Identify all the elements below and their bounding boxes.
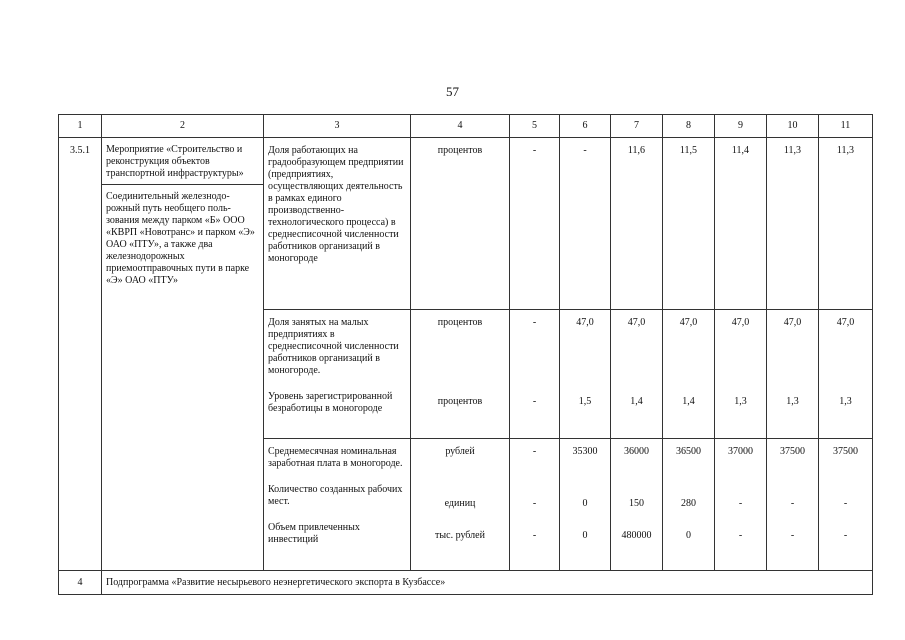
indicator-unit: процентов bbox=[411, 138, 510, 310]
value-cell: 11,5 bbox=[663, 138, 715, 310]
value-cell: 11,4 bbox=[715, 138, 767, 310]
row-id: 3.5.1 bbox=[59, 138, 102, 571]
event-cell bbox=[102, 138, 264, 571]
value-cell: 35300 0 0 bbox=[560, 439, 611, 571]
subprogram-row bbox=[59, 571, 873, 595]
header-row bbox=[59, 115, 873, 138]
value-cell: - bbox=[510, 138, 560, 310]
value-cell: 47,0 1,3 bbox=[715, 310, 767, 439]
value-cell: 47,0 1,5 bbox=[560, 310, 611, 439]
value-cell: 37500 - - bbox=[819, 439, 873, 571]
col-header: 10 bbox=[767, 115, 819, 138]
row-id: 4 bbox=[59, 571, 102, 595]
col-header: 5 bbox=[510, 115, 560, 138]
value-cell: - - - bbox=[510, 439, 560, 571]
event-name: Мероприятие «Строительство и реконструкция объектов транспортной инфраструктуры» bbox=[102, 138, 263, 185]
indicator-unit: рублей единиц тыс. рублей bbox=[411, 439, 510, 571]
value-cell: 11,6 bbox=[611, 138, 663, 310]
indicator-name-investments: Объем привлеченных инвестиций bbox=[268, 522, 360, 545]
table-row bbox=[59, 138, 873, 310]
value-cell: 36500 280 0 bbox=[663, 439, 715, 571]
col-header: 1 bbox=[59, 115, 102, 138]
indicator-name-jobs: Количество созданных рабочих мест. bbox=[268, 484, 403, 507]
value-cell: 37000 - - bbox=[715, 439, 767, 571]
col-header: 7 bbox=[611, 115, 663, 138]
value-cell: 47,0 1,4 bbox=[611, 310, 663, 439]
col-header: 2 bbox=[102, 115, 264, 138]
col-header: 8 bbox=[663, 115, 715, 138]
value-cell: 11,3 bbox=[767, 138, 819, 310]
value-cell: 47,0 1,3 bbox=[767, 310, 819, 439]
program-table bbox=[58, 114, 873, 595]
project-name: Соединительный железнодо-рожный путь необщего поль-зования между парком «Б» ООО «КВРП «Новотранс» и парком «Э» ОАО «ПТУ», а также два железнодорожных приемоотправочных пути в парке «Э» ОАО «ПТУ» bbox=[106, 191, 255, 286]
value-cell: 47,0 1,4 bbox=[663, 310, 715, 439]
col-header: 9 bbox=[715, 115, 767, 138]
value-cell: 47,0 1,3 bbox=[819, 310, 873, 439]
subprogram-title: Подпрограмма «Развитие несырьевого неэнергетического экспорта в Кузбассе» bbox=[102, 571, 873, 595]
indicator-name bbox=[264, 310, 411, 439]
col-header: 3 bbox=[264, 115, 411, 138]
value-cell: 37500 - - bbox=[767, 439, 819, 571]
page-number: 57 bbox=[446, 84, 459, 99]
indicator-name-unemployment: Уровень зарегистрированной безработицы в моногороде bbox=[268, 391, 393, 414]
indicator-unit: процентов процентов bbox=[411, 310, 510, 439]
value-cell: - bbox=[560, 138, 611, 310]
value-cell: - - bbox=[510, 310, 560, 439]
value-cell: 11,3 bbox=[819, 138, 873, 310]
value-cell: 36000 150 480000 bbox=[611, 439, 663, 571]
col-header: 4 bbox=[411, 115, 510, 138]
indicator-name bbox=[264, 439, 411, 571]
col-header: 6 bbox=[560, 115, 611, 138]
indicator-name: Доля работающих на градообразующем предприятии (предприятиях, осуществляющих деятельность в рамках единого производственно-технологического процесса) в среднесписочной численности работников организаций в моногороде bbox=[264, 138, 411, 310]
indicator-name-salary: Среднемесячная номинальная заработная плата в моногороде. bbox=[268, 446, 403, 469]
col-header: 11 bbox=[819, 115, 873, 138]
indicator-name-small-business: Доля занятых на малых предприятиях в среднесписочной численности работников организаций в моногороде. bbox=[268, 317, 399, 376]
